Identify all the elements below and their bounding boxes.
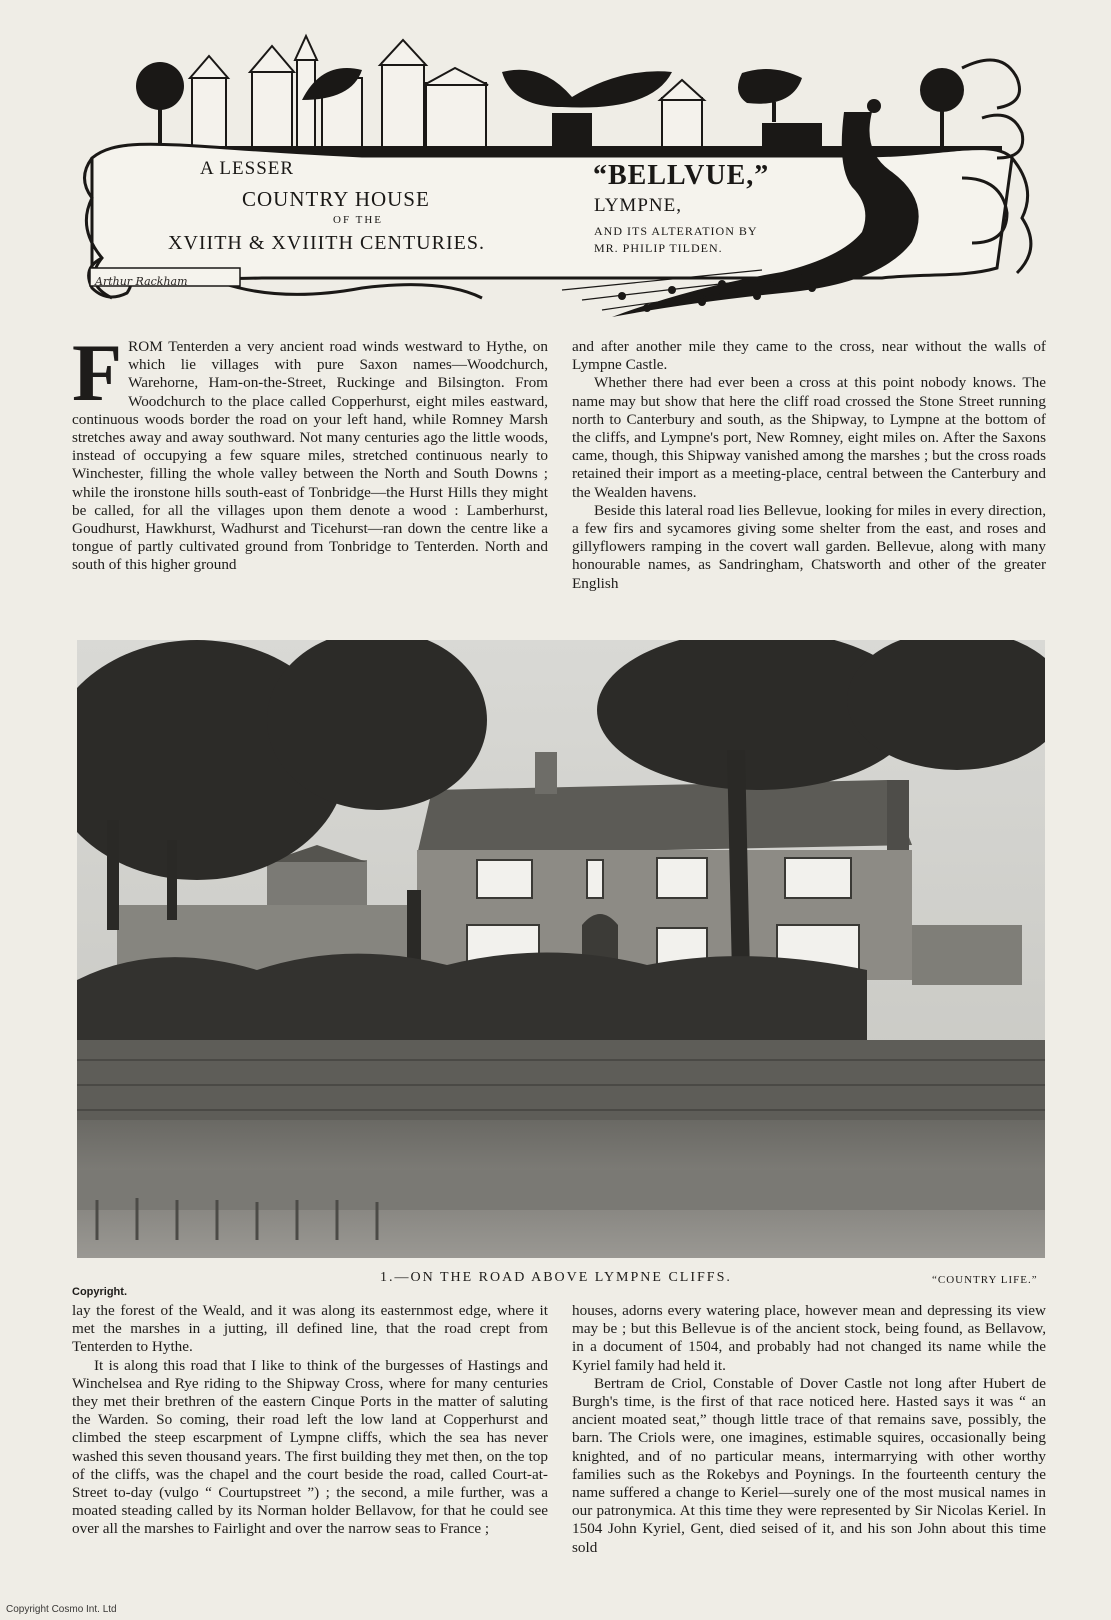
drop-cap: F [72,338,123,418]
article-column-top-right [572,338,1046,618]
article-column-bottom-left [72,1302,548,1592]
house-photograph [77,640,1045,1258]
paragraph: houses, adorns every watering place, however mean and depressing its view may be ; but this Bellevue is of the ancient stock, being found, as Bellavow, in a document of 1504, and probably had not changed its name while the Kyriel family had held it. [572,1302,1046,1374]
title-right-line-3: AND ITS ALTERATION BY [594,224,758,238]
paragraph: Whether there had ever been a cross at this point nobody knows. The name may but show that here the cliff road crossed the Stone Street running north to Canterbury and south, as the Shipway, to Lympne at the bottom of the cliffs, and Lympne's port, New Romney, eight miles on. After the Saxons came, though, this Shipway vanished among the marshes ; but the cross roads retained their import as a meeting-place, central between the Canterbury and the Wealden havens. [572,374,1046,501]
title-left-line-4: XVIITH & XVIIITH CENTURIES. [168,232,485,254]
paragraph: Beside this lateral road lies Bellevue, looking for miles in every direction, a few firs and sycamores giving some shelter from the east, and roses and gillyflowers ramping in the covert wall garden. Bellevue, along with many honourable names, as Sandringham, Chatsworth and other of the greater English [572,501,1046,592]
paragraph: and after another mile they came to the cross, near without the walls of Lympne Castle. [572,338,1046,374]
photo-credit: “COUNTRY LIFE.” [932,1274,1038,1286]
title-location: LYMPNE, [594,195,682,216]
title-architect: MR. PHILIP TILDEN. [594,241,723,255]
article-column-bottom-right [572,1302,1046,1592]
title-house-name: “BELLVUE,” [593,160,770,191]
paragraph: ROM Tenterden a very ancient road winds westward to Hythe, on which lie villages with pure Saxon names—Woodchurch, Warehorne, Ham-on-the-Street, Ruckinge and Bilsington. From Woodchurch to the place called Copperhurst, eight miles eastward, continuous woods border the road on your left hand, while Romney Marsh stretches away and away southward. Not many centuries ago the little woods, instead of occupying a few square miles, stretched continuous nearly to Winchester, filling the whole valley between the North and South Downs ; while the ironstone hills south-east of Tonbridge—the Hurst Hills they might be called, for all the villages upon them denote a wood : Lamberhurst, Goudhurst, Hawkhurst, Wadhurst and Ticehurst—ran down the centre like a tongue of partly cultivated ground from Tonbridge to Tenterden. North and south of this higher ground [72,338,548,574]
figure-caption: 1.—ON THE ROAD ABOVE LYMPNE CLIFFS. [380,1270,732,1285]
watermark: Copyright Cosmo Int. Ltd [6,1604,117,1615]
copyright-label: Copyright. [72,1286,127,1298]
paragraph: It is along this road that I like to think of the burgesses of Hastings and Winchelsea and Rye riding to the Shipway Cross, where for many centuries they met their brethren of the eastern Cinque Ports in the matter of saluting the Warden. So coming, their road left the low land at Copperhurst and climbed the steep escarpment of Lympne cliffs, which the sea has never washed this seven thousand years. The first building they met then, on the top of the cliffs, was the chapel and the court beside the road, called Court-at-Street to-day (vulgo “ Courtupstreet ”) ; the second, a mile further, was a moated steading called by its Norman holder Bellavow, for that he could see over all the marshes to Fairlight and over the narrow seas to France ; [72,1356,548,1538]
title-left-line-2: COUNTRY HOUSE [242,187,430,211]
title-left-line-1: A LESSER [200,158,295,179]
paragraph: lay the forest of the Weald, and it was along its easternmost edge, where it met the marshes in a jutting, ill defined line, that the road crept from Tenterden to Hythe. [72,1302,548,1356]
illustrator-signature: Arthur Rackham [95,275,188,288]
title-left-line-3: OF THE [333,214,383,226]
article-column-top-left [72,338,548,618]
paragraph: Bertram de Criol, Constable of Dover Castle not long after Hubert de Burgh's time, is the first of that race noticed here. Hasted says it was “ an ancient moated seat,” though little trace of that remains save, possibly, the barn. The Criols were, one imagines, estimable squires, occasionally being knighted, and of no particular means, intermarrying with other worthy families such as the Rokebys and Poynings. In the fourteenth century the name suffered a change to Keriel—surely one of the most musical names in our patronymica. At this time they were represented by Sir Nicolas Keriel. In 1504 John Kyriel, Gent, died seised of it, and his son John about this time sold [572,1374,1046,1556]
